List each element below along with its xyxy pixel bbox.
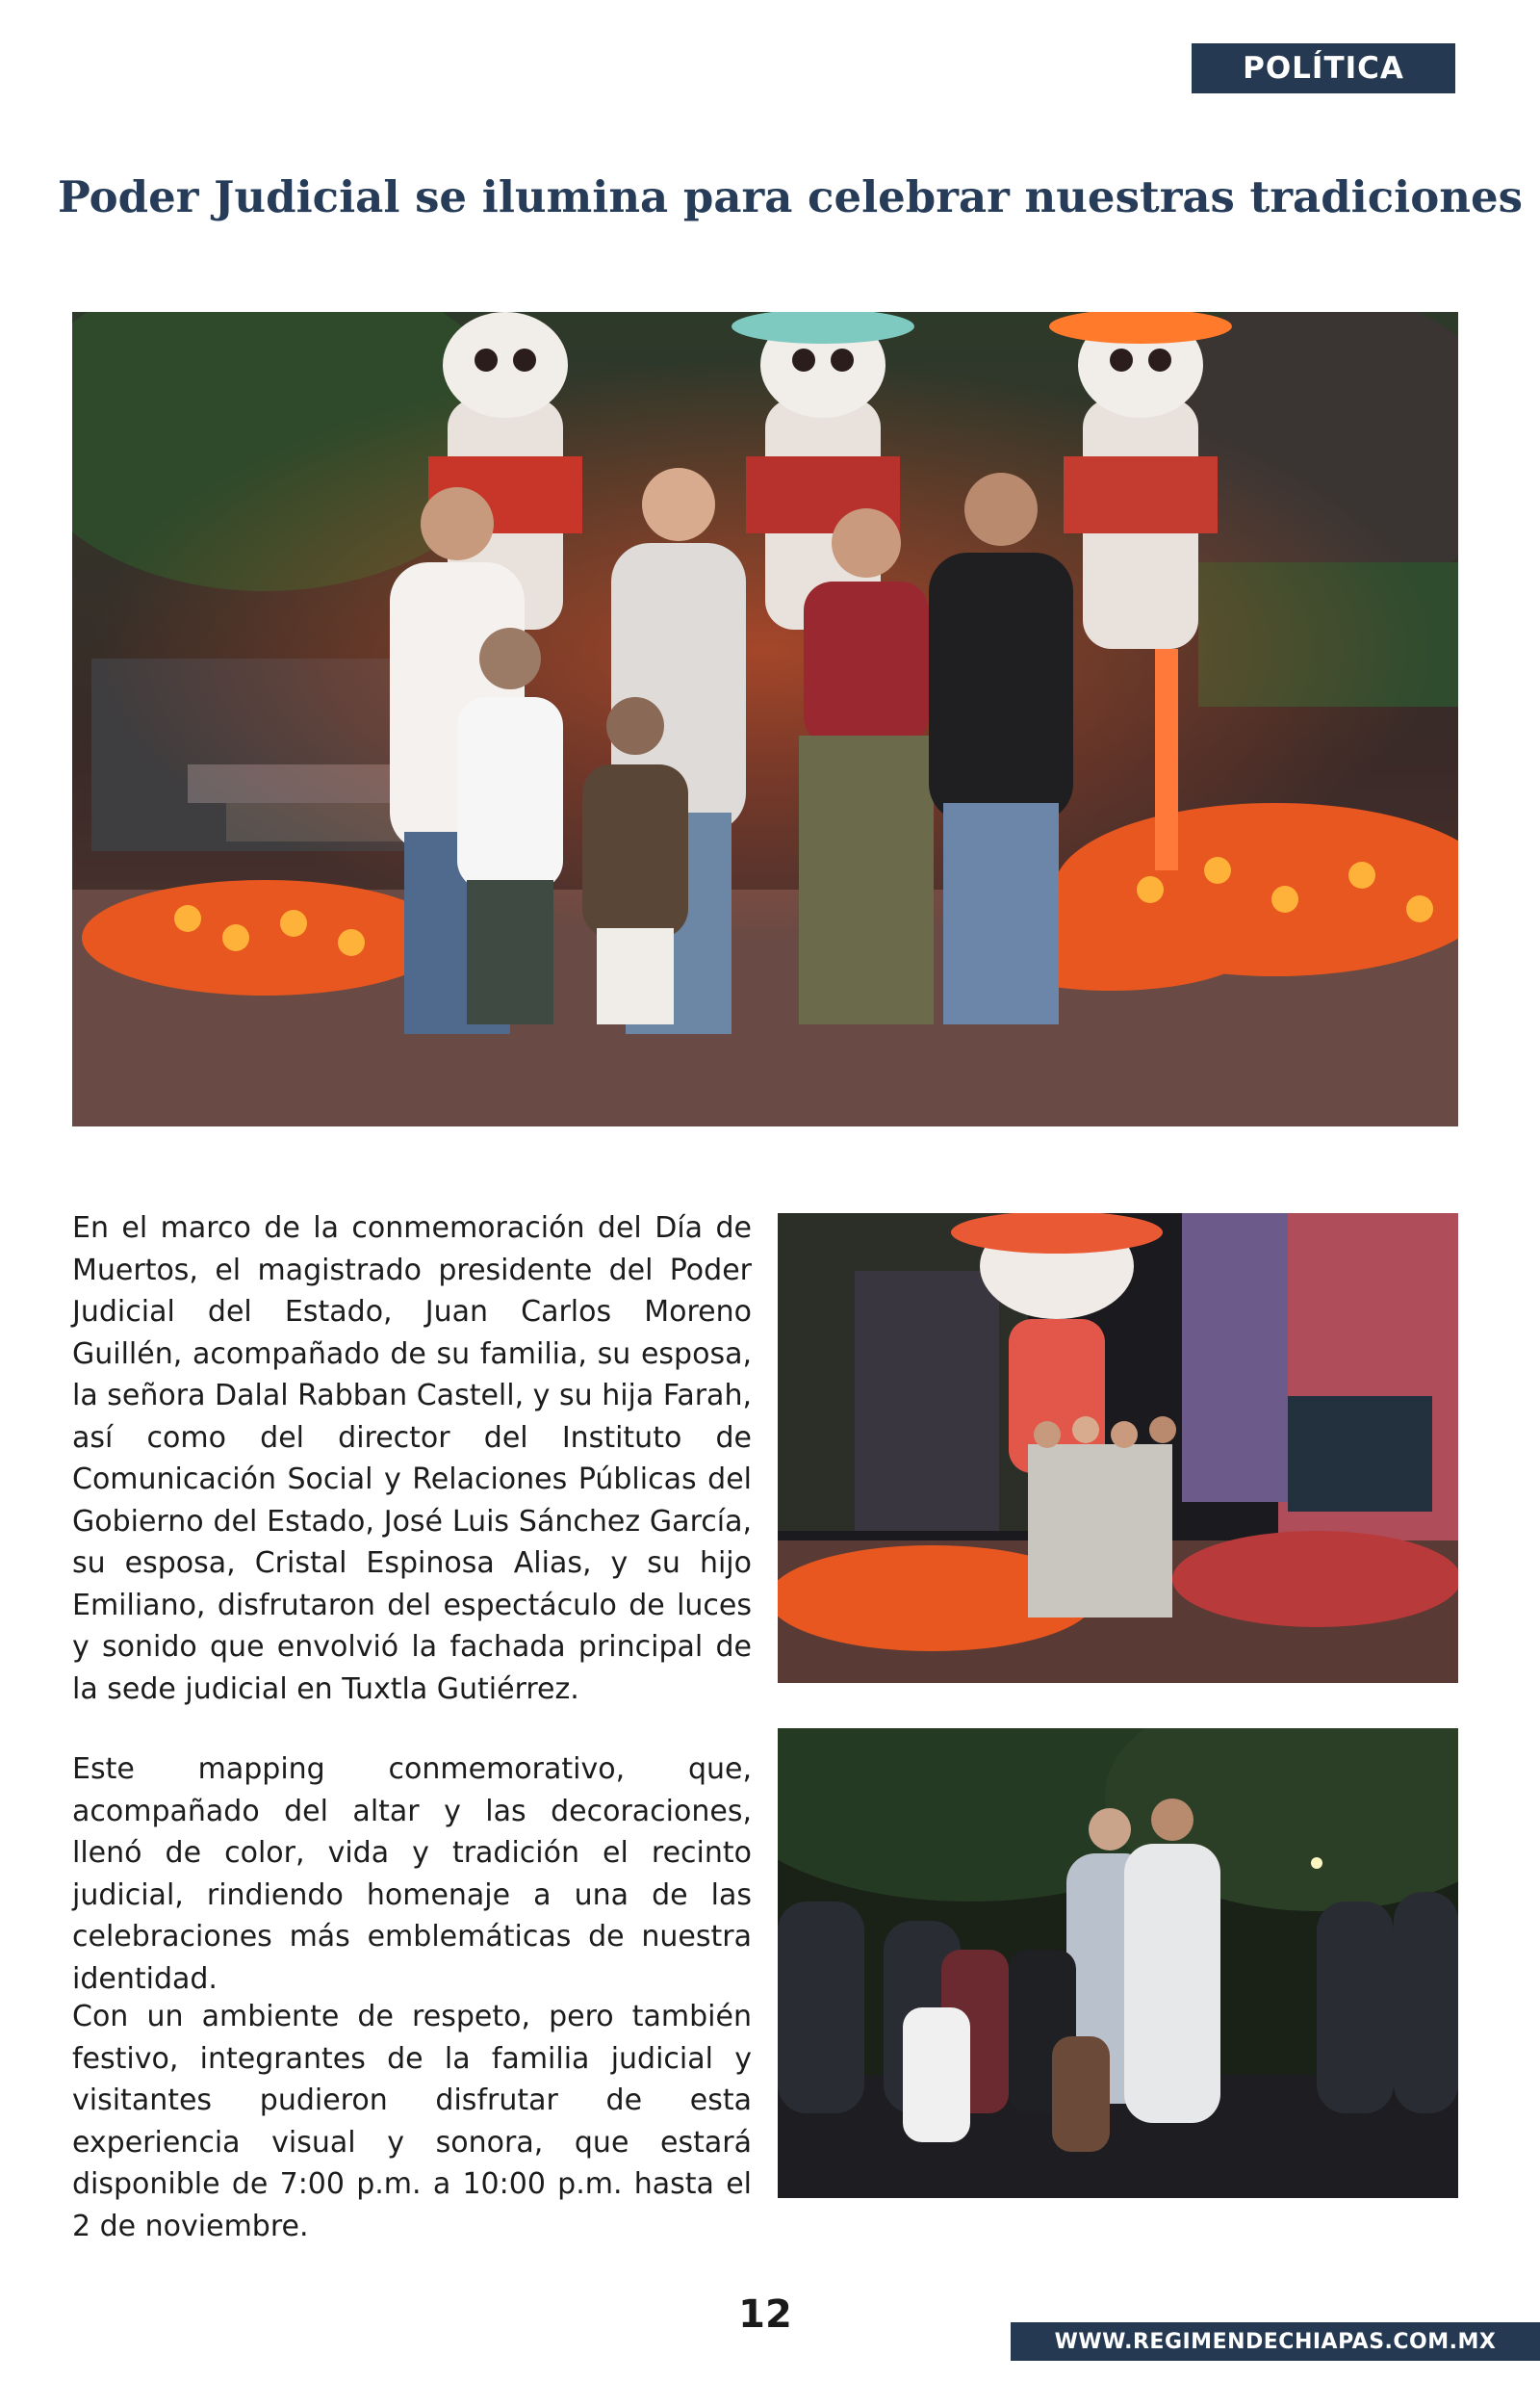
crowd-photo — [778, 1728, 1458, 2198]
article-paragraph-1: En el marco de la conmemoración del Día de Muertos, el magistrado presidente del Poder Judicial del Estado, Juan Carlos Moreno Guillén, acompañado de su familia, su esposa, la señora Dalal Rabban Castell, y su hija Farah, así como del director del Instituto de Comunicación Social y Relaciones Públicas del Gobierno del Estado, José Luis Sánchez García, su esposa, Cristal Espinosa Alias, y su hijo Emiliano, disfrutaron del espectáculo de luces y sonido que envolvió la fachada principal de la sede judicial en Tuxtla Gutiérrez. — [72, 1211, 752, 1706]
footer-url[interactable]: WWW.REGIMENDECHIAPAS.COM.MX — [1011, 2322, 1540, 2361]
article-paragraph-2: Este mapping conmemorativo, que, acompañado del altar y las decoraciones, llenó de color, vida y tradición el recinto judicial, rindiendo homenaje a una de las celebraciones más emblemáticas de nuestra identidad. — [72, 1752, 752, 1996]
altar-photo — [778, 1213, 1458, 1683]
section-tag: POLÍTICA — [1192, 43, 1455, 93]
page-number: 12 — [738, 2292, 792, 2337]
main-photo — [72, 312, 1458, 1126]
article-paragraph-3: Con un ambiente de respeto, pero también festivo, integrantes de la familia judicial y visitantes pudieron disfrutar de esta experiencia visual y sonora, que estará disponible de 7:00 p.m. a 10:00 p.m. hasta el 2 de noviembre. — [72, 2000, 752, 2243]
article-title: Poder Judicial se ilumina para celebrar nuestras tradiciones — [58, 171, 1523, 222]
